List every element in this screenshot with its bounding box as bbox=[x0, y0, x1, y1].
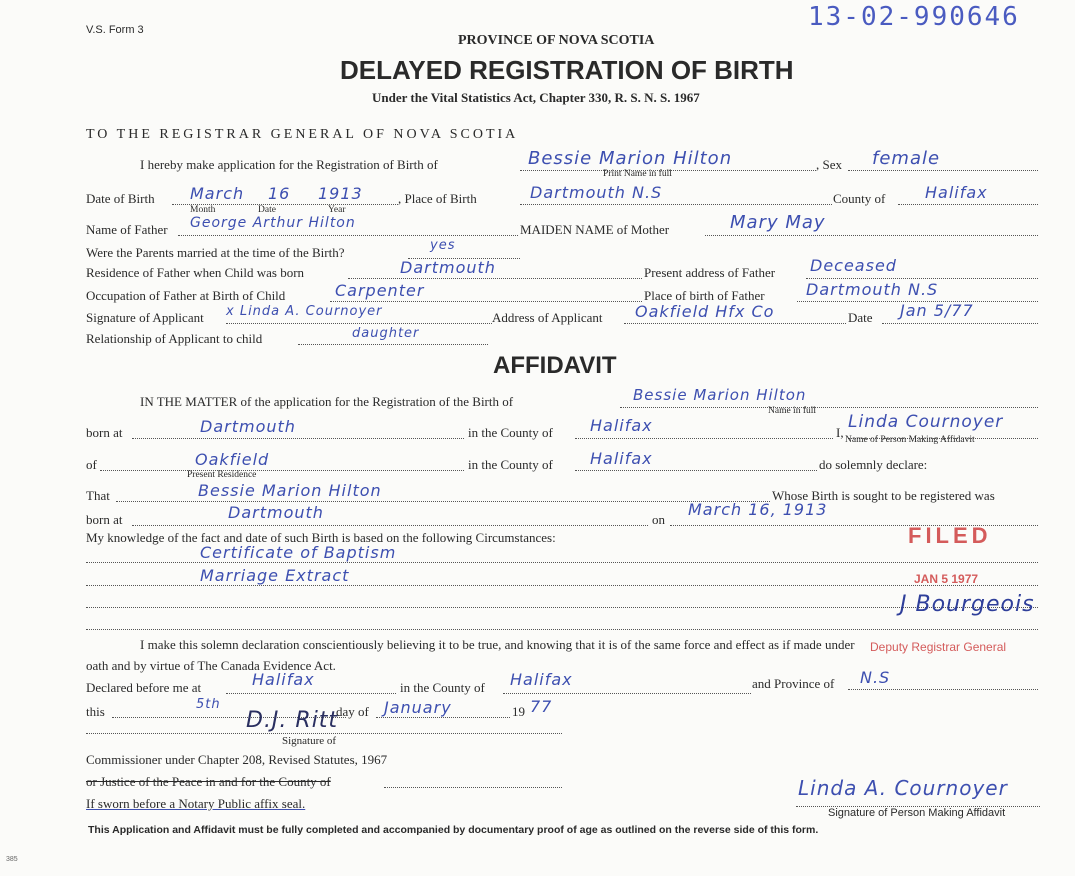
county-2-value: Halifax bbox=[590, 449, 653, 468]
that-label: That bbox=[86, 488, 110, 503]
applicant-signature-label: Signature of Applicant bbox=[86, 310, 204, 325]
print-name-note: Print Name in full bbox=[603, 169, 672, 179]
county-3-value: Halifax bbox=[510, 670, 573, 689]
dob-year: 1913 bbox=[318, 184, 363, 203]
filed-date: JAN 5 1977 bbox=[914, 572, 979, 586]
this-label: this bbox=[86, 704, 105, 719]
present-residence-caption: Present Residence bbox=[187, 470, 257, 480]
day-value: 5th bbox=[196, 697, 221, 712]
day-of-label: day of bbox=[336, 704, 369, 719]
father-name: George Arthur Hilton bbox=[190, 215, 356, 231]
applicant-address-label: Address of Applicant bbox=[492, 310, 603, 325]
matter-label: IN THE MATTER of the application for the Registration of the Birth of bbox=[140, 394, 514, 409]
date-caption: Date bbox=[258, 205, 276, 215]
father-residence-label: Residence of Father when Child was born bbox=[86, 265, 305, 280]
county-1-value: Halifax bbox=[590, 416, 653, 435]
signature-of-caption: Signature of bbox=[282, 735, 337, 747]
corner-code: 385 bbox=[6, 856, 18, 863]
on-label: on bbox=[652, 512, 665, 527]
year-prefix: 19 bbox=[512, 704, 525, 719]
mother-name: Mary May bbox=[730, 212, 826, 233]
father-birthplace: Dartmouth N.S bbox=[806, 280, 939, 299]
affiant-signature-caption: Signature of Person Making Affidavit bbox=[828, 807, 1006, 819]
date-value: Jan 5/77 bbox=[900, 301, 974, 320]
registrar-signature: J Bourgeois bbox=[900, 592, 1035, 617]
province-value: N.S bbox=[860, 668, 891, 687]
place-of-birth: Dartmouth N.S bbox=[530, 183, 663, 202]
commissioner-line-3: If sworn before a Notary Public affix seal. bbox=[86, 796, 306, 811]
dob-day: 16 bbox=[268, 184, 291, 203]
affiant-signature: Linda A. Cournoyer bbox=[798, 776, 1008, 800]
place-of-birth-label: , Place of Birth bbox=[398, 191, 477, 206]
father-label: Name of Father bbox=[86, 222, 168, 237]
solemn-line-2: oath and by virtue of The Canada Evidence Act. bbox=[86, 658, 336, 673]
declared-at: Halifax bbox=[252, 670, 315, 689]
of-label: of bbox=[86, 457, 97, 472]
mother-label: MAIDEN NAME of Mother bbox=[520, 222, 670, 237]
province-label: and Province of bbox=[752, 676, 835, 691]
intro-label: I hereby make application for the Registration of Birth of bbox=[140, 157, 438, 172]
circumstance-1: Certificate of Baptism bbox=[200, 543, 397, 562]
that-name: Bessie Marion Hilton bbox=[198, 481, 382, 500]
commissioner-signature: D.J. Ritt bbox=[246, 708, 339, 733]
date-label: Date bbox=[848, 310, 873, 325]
month-value: January bbox=[384, 698, 452, 717]
applicant-address: Oakfield Hfx Co bbox=[635, 302, 775, 321]
commissioner-line-1: Commissioner under Chapter 208, Revised Statutes, 1967 bbox=[86, 752, 388, 767]
commissioner-line-2: or Justice of the Peace in and for the County of bbox=[86, 774, 331, 789]
relationship-value: daughter bbox=[352, 326, 420, 341]
county-value: Halifax bbox=[925, 183, 988, 202]
father-residence: Dartmouth bbox=[400, 258, 496, 277]
dob-month: March bbox=[190, 184, 245, 203]
county-3-label: in the County of bbox=[400, 680, 485, 695]
year-suffix: 77 bbox=[530, 697, 553, 716]
salutation: TO THE REGISTRAR GENERAL OF NOVA SCOTIA bbox=[86, 127, 519, 142]
born-at-value: Dartmouth bbox=[200, 417, 296, 436]
footer-note: This Application and Affidavit must be fully completed and accompanied by documentary proof of age as outlined on the reverse side of this form. bbox=[88, 824, 819, 836]
form-subtitle: Under the Vital Statistics Act, Chapter 330, R. S. N. S. 1967 bbox=[372, 90, 700, 105]
circumstance-2: Marriage Extract bbox=[200, 566, 350, 585]
registrar-title: Deputy Registrar General bbox=[870, 640, 1007, 654]
father-present: Deceased bbox=[810, 256, 897, 275]
father-occupation: Carpenter bbox=[335, 281, 425, 300]
sex-label: , Sex bbox=[816, 157, 842, 172]
form-code: V.S. Form 3 bbox=[86, 24, 144, 36]
file-number: 13-02-990646 bbox=[808, 2, 1020, 32]
born-at-2-value: Dartmouth bbox=[228, 503, 324, 522]
father-present-label: Present address of Father bbox=[644, 265, 776, 280]
knowledge-label: My knowledge of the fact and date of such Birth is based on the following Circumstances: bbox=[86, 530, 556, 545]
matter-name: Bessie Marion Hilton bbox=[633, 386, 807, 404]
county-label: County of bbox=[833, 191, 886, 206]
sex-value: female bbox=[872, 148, 941, 169]
married-value: yes bbox=[430, 238, 456, 253]
applicant-signature: x Linda A. Cournoyer bbox=[226, 304, 383, 319]
father-birthplace-label: Place of birth of Father bbox=[644, 288, 765, 303]
month-caption: Month bbox=[190, 205, 216, 215]
residence-value: Oakfield bbox=[195, 450, 270, 469]
form-title: DELAYED REGISTRATION OF BIRTH bbox=[340, 55, 794, 85]
dob-label: Date of Birth bbox=[86, 191, 155, 206]
married-label: Were the Parents married at the time of the Birth? bbox=[86, 245, 345, 260]
affiant-name: Linda Cournoyer bbox=[848, 412, 1004, 432]
in-county-label-2: in the County of bbox=[468, 457, 553, 472]
province-heading: PROVINCE OF NOVA SCOTIA bbox=[458, 33, 655, 48]
born-at-label: born at bbox=[86, 425, 123, 440]
affidavit-heading: AFFIDAVIT bbox=[493, 352, 617, 379]
born-at-2-label: born at bbox=[86, 512, 123, 527]
father-occupation-label: Occupation of Father at Birth of Child bbox=[86, 288, 286, 303]
child-name: Bessie Marion Hilton bbox=[528, 148, 733, 169]
relationship-label: Relationship of Applicant to child bbox=[86, 331, 263, 346]
year-caption: Year bbox=[328, 205, 346, 215]
declare-label: do solemnly declare: bbox=[819, 457, 928, 472]
name-in-full-caption: Name in full bbox=[768, 406, 817, 416]
whose-label: Whose Birth is sought to be registered was bbox=[772, 488, 995, 503]
solemn-line-1: I make this solemn declaration conscientiously believing it to be true, and knowing that it is of the same force and effect as if made under bbox=[140, 637, 855, 652]
in-county-label-1: in the County of bbox=[468, 425, 553, 440]
i-label: I, bbox=[836, 425, 844, 440]
filed-stamp: FILED bbox=[908, 523, 992, 548]
affiant-name-caption: Name of Person Making Affidavit bbox=[845, 435, 975, 445]
declared-label: Declared before me at bbox=[86, 680, 202, 695]
born-on-value: March 16, 1913 bbox=[688, 500, 828, 519]
